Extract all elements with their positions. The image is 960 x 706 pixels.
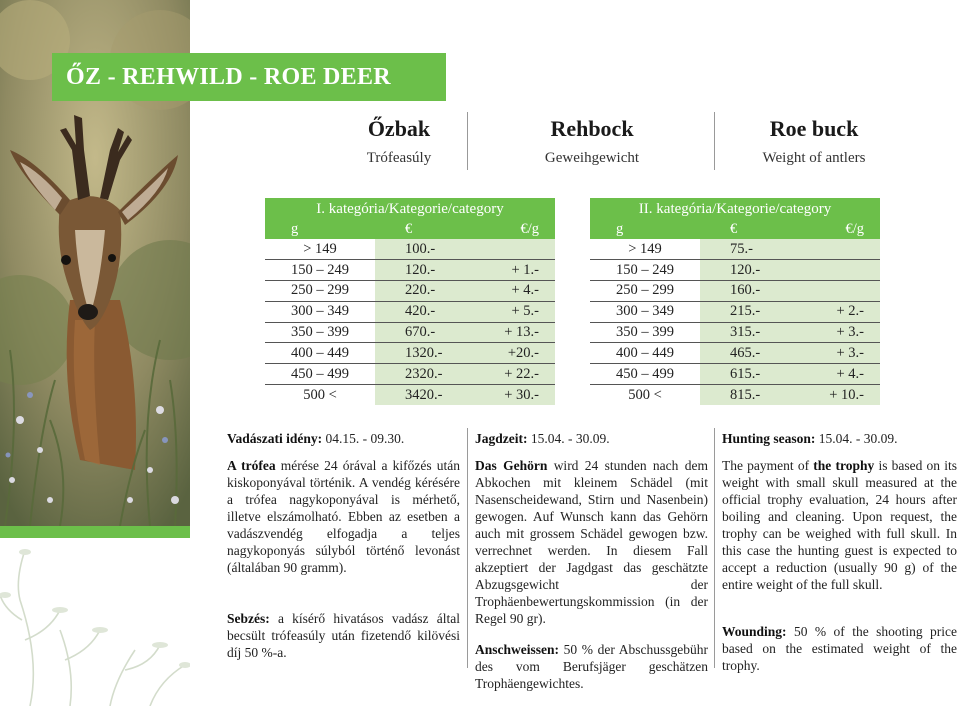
header-de-name: Rehbock <box>550 116 634 141</box>
header-divider <box>467 112 468 170</box>
header-en-name: Roe buck <box>769 116 859 141</box>
german-text-column <box>475 430 708 692</box>
wounding-paragraph-de: Anschweissen: 50 % der Abschussgebühr des vom Berufsjäger geschätzen Trophäengewichtes. <box>475 642 708 691</box>
table-row: 250 – 299 220.- + 4.- <box>265 281 555 302</box>
category-1-table <box>265 198 555 405</box>
table-row: 500 < 815.- + 10.- <box>590 385 880 406</box>
table-row: 300 – 349 420.- + 5.- <box>265 301 555 322</box>
hunting-season-de: Jagdzeit: 15.04. - 30.09. <box>475 431 610 446</box>
hunting-season-en: Hunting season: 15.04. - 30.09. <box>722 431 898 446</box>
category-1-title: I. kategória/Kategorie/category <box>265 198 555 220</box>
header-de <box>520 113 664 169</box>
table-row: 150 – 249 120.- <box>590 260 880 281</box>
trophy-paragraph-hu: A trófea mérése 24 órával a kifőzés után kiskoponyával történik. A vendég kérésére a trófea nagykoponyával is mérhető, illetve elszámolható. Ebben az esetben a vadászvendég elfogadja a teljes nagykoponyás súlyból történő levonást (általában 90 gramm). <box>227 458 461 575</box>
wounding-paragraph-hu: Sebzés: a kísérő hivatásos vadász által becsült trófeasúly után fizetendő kilövési díj 50 %-a. <box>227 611 460 660</box>
col-grams: g <box>590 220 700 239</box>
header-divider <box>714 112 715 170</box>
table-row: 400 – 449 465.- + 3.- <box>590 343 880 364</box>
col-euro-per-gram: €/g <box>465 220 555 239</box>
column-divider <box>714 428 715 668</box>
category-2-table <box>590 198 880 405</box>
column-divider <box>467 428 468 668</box>
trophy-paragraph-de: Das Gehörn wird 24 stunden nach dem Abkochen mit kleinem Schädel (mit Nasenscheidewand, Stirn und Nasenbein) gewogen. Auf Wunsch kann das Gehörn auch mit grossem Schädel gewogen bzw. verrechnet werden. In diesem Fall akzeptiert der Jagdgast das geschätzte Abzugsgewicht der Trophäenbewertungskommission (in der Regel 90 gr). <box>475 458 708 626</box>
photo-green-strip <box>0 526 190 538</box>
header-en <box>742 113 886 169</box>
header-hu-sub: Trófeasúly <box>366 150 432 166</box>
hunting-season-hu: Vadászati idény: 04.15. - 09.30. <box>227 431 405 446</box>
hungarian-text-column <box>227 430 460 661</box>
table-row: > 149 100.- <box>265 239 555 260</box>
header-hu-name: Őzbak <box>367 116 431 141</box>
col-euro: € <box>700 220 790 239</box>
table-row: 250 – 299 160.- <box>590 281 880 302</box>
wounding-paragraph-en: Wounding: 50 % of the shooting price based on the estimated weight of the trophy. <box>722 624 957 673</box>
col-euro: € <box>375 220 465 239</box>
english-text-column <box>722 430 957 674</box>
table-row: 300 – 349 215.- + 2.- <box>590 301 880 322</box>
table-row: 500 < 3420.- + 30.- <box>265 385 555 406</box>
plant-decoration <box>0 540 190 706</box>
trophy-paragraph-en: The payment of the trophy is based on its weight with small skull measured at the official trophy evaluation, 24 hours after boiling and cleaning. Upon request, the trophy can be weighed with full skull. In this case the hunting guest is expected to accept a reduction (usually 90 g) of the entire weight of the full skull. <box>722 458 957 592</box>
table-row: 450 – 499 2320.- + 22.- <box>265 364 555 385</box>
table-row: > 149 75.- <box>590 239 880 260</box>
page-title: ŐZ - REHWILD - ROE DEER <box>52 53 446 101</box>
table-row: 350 – 399 670.- + 13.- <box>265 322 555 343</box>
table-row: 400 – 449 1320.- +20.- <box>265 343 555 364</box>
col-euro-per-gram: €/g <box>790 220 880 239</box>
table-row: 450 – 499 615.- + 4.- <box>590 364 880 385</box>
category-2-title: II. kategória/Kategorie/category <box>590 198 880 220</box>
col-grams: g <box>265 220 375 239</box>
header-hu <box>336 113 462 169</box>
header-de-sub: Geweihgewicht <box>544 150 640 166</box>
table-row: 150 – 249 120.- + 1.- <box>265 260 555 281</box>
header-en-sub: Weight of antlers <box>762 150 866 166</box>
table-row: 350 – 399 315.- + 3.- <box>590 322 880 343</box>
